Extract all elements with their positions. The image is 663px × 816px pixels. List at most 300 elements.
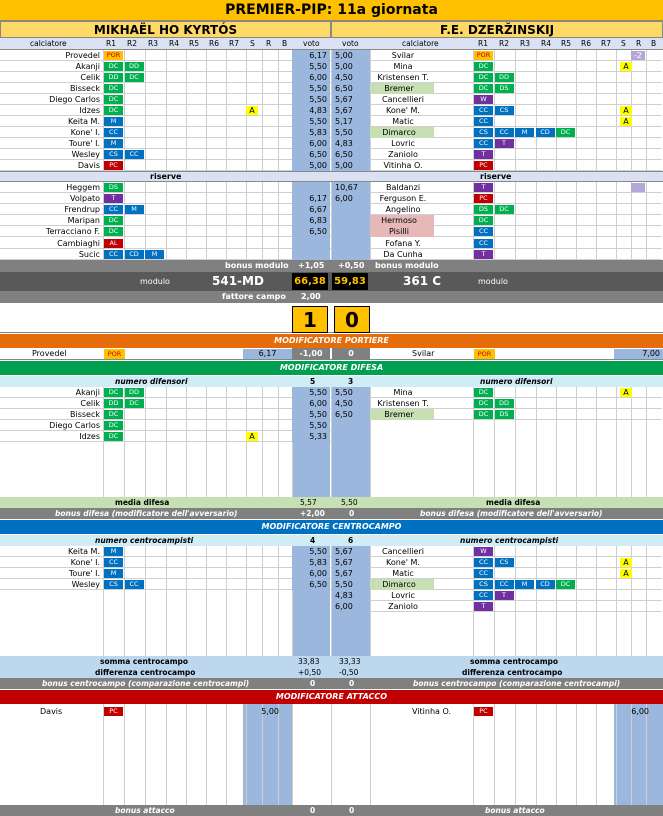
player-name: Dimarco	[364, 127, 434, 138]
grid-line	[246, 704, 247, 805]
role-badge: T	[474, 250, 493, 259]
role-badge: CD	[536, 580, 555, 589]
player-vote: 6,50	[292, 149, 330, 160]
player-name: Toure' I.	[68, 139, 100, 148]
player-name: Lovric	[391, 139, 415, 148]
role-badge: M	[515, 128, 534, 137]
diff-away: -0,50	[339, 668, 359, 677]
role-badge: CD	[125, 250, 144, 259]
col-s-home: S	[250, 39, 255, 48]
player-name: Wesley	[71, 150, 100, 159]
r-badge	[631, 183, 645, 192]
difesa-label-away: numero difensori	[480, 377, 553, 386]
col-r7-home: R7	[229, 39, 239, 48]
difesa-count-home: 5	[310, 377, 316, 386]
role-badge: DC	[104, 106, 123, 115]
player-vote: 6,67	[292, 204, 330, 215]
home-starter-row	[0, 105, 331, 116]
away-bench-row	[331, 182, 662, 193]
grid-line	[631, 704, 632, 805]
somma-home: 33,83	[298, 657, 320, 666]
section-centrocampo-title: MODIFICATORE CENTROCAMPO	[0, 520, 663, 534]
player-vote: 5,50	[332, 127, 370, 138]
player-vote	[332, 226, 370, 237]
player-name: Pisilli	[364, 226, 434, 237]
portiere-home-mod: -1,00	[292, 348, 330, 360]
player-vote: 4,83	[332, 590, 370, 601]
player-name: Celik	[80, 399, 100, 408]
role-badge: DD	[125, 62, 144, 71]
role-badge: DC	[474, 399, 493, 408]
grid-line	[292, 704, 293, 805]
vote-column	[243, 704, 292, 805]
player-vote: 4,50	[332, 398, 370, 409]
bonus-modulo-home: +1,05	[298, 261, 325, 270]
player-name: Akanji	[75, 388, 100, 397]
player-vote: 5,00	[332, 160, 370, 171]
player-vote: 6,17	[292, 50, 330, 61]
media-difesa-home: 5,57	[300, 498, 317, 507]
somma-label-away: somma centrocampo	[470, 657, 559, 666]
away-bench-row	[331, 249, 662, 260]
player-name: Dimarco	[364, 579, 434, 590]
player-name: Heggem	[66, 183, 100, 192]
player-name: Da Cunha	[383, 249, 423, 259]
player-name: Kone' M.	[386, 558, 420, 567]
away-starter-row	[331, 83, 662, 94]
col-r2-home: R2	[127, 39, 137, 48]
somma-centro-row	[0, 656, 663, 667]
col-r1-away: R1	[478, 39, 488, 48]
role-badge: CS	[474, 580, 493, 589]
away-score: 0	[334, 306, 370, 333]
fattore-campo-label: fattore campo	[222, 292, 286, 301]
home-starter-row	[0, 83, 331, 94]
player-vote: 6,00	[332, 601, 370, 612]
reserves-label-away: riserve	[480, 172, 512, 181]
role-badge: PC	[104, 161, 123, 170]
difesa-away-row	[331, 409, 662, 420]
fattore-campo-row	[0, 291, 663, 303]
col-r4-home: R4	[169, 39, 179, 48]
home-starter-row	[0, 94, 331, 105]
media-difesa-label-home: media difesa	[115, 498, 170, 507]
grid-line	[226, 704, 227, 805]
role-badge: PC	[474, 194, 493, 203]
centro-label-away: numero centrocampisti	[460, 536, 559, 545]
away-starter-row	[331, 127, 662, 138]
r-badge: -2	[631, 51, 645, 60]
player-vote: 5,50	[292, 409, 330, 420]
role-badge: CC	[474, 558, 493, 567]
bonus-modulo-label: bonus modulo	[225, 261, 289, 270]
player-vote: 6,00	[292, 72, 330, 83]
section-difesa-title: MODIFICATORE DIFESA	[0, 361, 663, 375]
bonus-modulo-away: +0,50	[338, 261, 365, 270]
grid-line	[331, 704, 332, 805]
role-badge: CC	[104, 128, 123, 137]
player-vote: 6,50	[292, 226, 330, 237]
role-badge: CC	[495, 580, 514, 589]
home-starter-row	[0, 50, 331, 61]
col-r5-home: R5	[189, 39, 199, 48]
player-vote: 6,83	[292, 215, 330, 226]
role-badge: CC	[104, 250, 123, 259]
centro-away-row	[331, 590, 662, 601]
grid-line	[576, 704, 577, 805]
role-badge: DD	[104, 73, 123, 82]
role-badge: T	[474, 602, 493, 611]
role-badge: CC	[474, 591, 493, 600]
role-badge: DC	[104, 432, 123, 441]
role-badge: DS	[104, 183, 123, 192]
role-badge: DC	[125, 73, 144, 82]
away-starter-row	[331, 72, 662, 83]
role-badge: DC	[556, 128, 575, 137]
vote-column	[614, 704, 663, 805]
player-vote: 10,67	[332, 182, 370, 193]
centro-away-row	[331, 579, 662, 590]
player-name: Mina	[393, 388, 413, 397]
portiere-row	[0, 348, 663, 360]
player-name: Bremer	[364, 83, 434, 94]
role-badge: CC	[125, 580, 144, 589]
away-bench-row	[331, 238, 662, 249]
player-name: Sucic	[78, 249, 100, 259]
portiere-away-role: POR	[474, 349, 495, 359]
grid-line	[103, 704, 104, 805]
player-vote: 5,33	[292, 431, 330, 442]
player-vote: 5,83	[292, 557, 330, 568]
away-team-name: F.E. DZERŽINSKIJ	[331, 21, 663, 38]
grid-line	[206, 704, 207, 805]
role-badge: DC	[474, 410, 493, 419]
grid-line	[145, 704, 146, 805]
centro-away-row	[331, 546, 662, 557]
player-name: Cambiaghi	[57, 238, 100, 248]
player-vote: 6,00	[292, 138, 330, 149]
player-vote: 5,83	[292, 127, 330, 138]
away-bench-row	[331, 226, 662, 237]
role-badge: CS	[104, 580, 123, 589]
difesa-home-row	[0, 431, 331, 442]
bonus-modulo-label-away: bonus modulo	[375, 261, 439, 270]
portiere-home-name: Provedel	[32, 349, 67, 358]
role-badge: DS	[495, 84, 514, 93]
difesa-home-row	[0, 409, 331, 420]
player-name: Matic	[392, 117, 414, 126]
col-r7-away: R7	[601, 39, 611, 48]
role-badge: CS	[495, 106, 514, 115]
grid-line	[536, 704, 537, 805]
player-vote: 5,50	[292, 420, 330, 431]
player-vote	[292, 238, 330, 249]
role-badge: CC	[104, 205, 123, 214]
role-badge: W	[474, 95, 493, 104]
col-calciatore-home: calciatore	[30, 39, 67, 48]
player-vote	[332, 215, 370, 226]
player-name: Kone' M.	[386, 106, 420, 115]
col-calciatore-away: calciatore	[402, 39, 439, 48]
player-name: Keita M.	[67, 547, 100, 556]
player-name: Toure' I.	[68, 569, 100, 578]
player-name: Akanji	[75, 62, 100, 71]
player-name: Kristensen T.	[377, 399, 429, 408]
col-voto-home: voto	[303, 39, 320, 48]
role-badge: CC	[474, 106, 493, 115]
home-bench-row	[0, 204, 331, 215]
player-name: Terracciano F.	[45, 227, 100, 237]
role-badge: M	[104, 139, 123, 148]
home-score: 1	[292, 306, 328, 333]
player-vote: 5,67	[332, 546, 370, 557]
player-name: Idzes	[79, 106, 100, 115]
home-starter-row	[0, 116, 331, 127]
role-badge: DC	[556, 580, 575, 589]
role-badge: M	[104, 117, 123, 126]
role-badge: DS	[474, 205, 493, 214]
player-name: Kristensen T.	[377, 73, 429, 82]
away-bench-row	[331, 215, 662, 226]
player-name: Bremer	[364, 409, 434, 420]
modulo-label-away: modulo	[478, 277, 508, 286]
player-name: Zaniolo	[388, 602, 418, 611]
role-badge: DD	[125, 388, 144, 397]
section-attacco-title: MODIFICATORE ATTACCO	[0, 690, 663, 704]
player-vote: 6,50	[332, 149, 370, 160]
role-badge: T	[495, 139, 514, 148]
role-badge: DC	[474, 216, 493, 225]
col-r1-home: R1	[106, 39, 116, 48]
portiere-away-vote: 7,00	[614, 349, 663, 359]
role-badge: CC	[474, 569, 493, 578]
role-badge: DC	[125, 399, 144, 408]
col-r4-away: R4	[541, 39, 551, 48]
attacco-home-role: PC	[104, 707, 123, 716]
role-badge: CC	[474, 117, 493, 126]
bonus-centro-home: 0	[310, 679, 316, 688]
home-starter-row	[0, 72, 331, 83]
home-starter-row	[0, 138, 331, 149]
player-vote: 5,50	[292, 387, 330, 398]
role-badge: DC	[104, 388, 123, 397]
grid-line	[556, 704, 557, 805]
player-name: Idzes	[79, 432, 100, 441]
diff-centro-row	[0, 667, 663, 678]
player-name: Maripan	[67, 216, 100, 226]
fattore-campo-value: 2,00	[301, 292, 321, 301]
bonus-centro-label-away: bonus centrocampo (comparazione centrocampi)	[413, 679, 621, 688]
col-s-away: S	[621, 39, 626, 48]
player-name: Fofana Y.	[385, 238, 421, 248]
col-r3-away: R3	[520, 39, 530, 48]
difesa-home-row	[0, 420, 331, 431]
centro-home-row	[0, 568, 331, 579]
bonus-attacco-label-home: bonus attacco	[115, 806, 175, 815]
role-badge: DC	[474, 388, 493, 397]
bonus-difesa-label-home: bonus difesa (modificatore dell'avversario)	[55, 509, 238, 518]
role-badge: POR	[474, 51, 493, 60]
role-badge: DD	[495, 399, 514, 408]
grid-line	[166, 704, 167, 805]
away-starter-row	[331, 160, 662, 171]
modulo-away: 361 C	[403, 274, 442, 288]
player-name: Vitinha O.	[383, 161, 423, 170]
player-vote: 5,67	[332, 105, 370, 116]
away-bench-row	[331, 204, 662, 215]
centro-home-row	[0, 546, 331, 557]
centro-home-row	[0, 557, 331, 568]
role-badge: DD	[495, 73, 514, 82]
role-badge: T	[104, 194, 123, 203]
role-badge: M	[515, 580, 534, 589]
player-vote: 5,00	[332, 61, 370, 72]
player-name: Kone' I.	[70, 128, 100, 137]
player-vote: 6,17	[292, 193, 330, 204]
role-badge: CC	[474, 139, 493, 148]
away-total: 59,83	[332, 273, 368, 290]
portiere-away-name: Svilar	[412, 349, 435, 358]
player-vote: 5,50	[292, 94, 330, 105]
player-name: Baldanzi	[385, 183, 421, 192]
player-name: Ferguson E.	[379, 194, 427, 204]
player-vote	[332, 238, 370, 249]
role-badge: T	[474, 183, 493, 192]
role-badge: DC	[474, 62, 493, 71]
player-vote	[292, 182, 330, 193]
player-vote: 6,50	[332, 83, 370, 94]
role-badge: CC	[474, 227, 493, 236]
player-vote: 4,50	[332, 72, 370, 83]
role-badge: T	[474, 150, 493, 159]
player-vote: 5,50	[292, 61, 330, 72]
attacco-home-name: Davis	[40, 707, 63, 716]
difesa-away-row	[331, 398, 662, 409]
role-badge: DC	[104, 227, 123, 236]
role-badge: M	[145, 250, 164, 259]
role-badge: DS	[495, 410, 514, 419]
player-name: Matic	[392, 569, 414, 578]
modulo-label-home: modulo	[140, 277, 170, 286]
player-vote: 4,83	[332, 138, 370, 149]
difesa-subheader	[0, 376, 663, 387]
difesa-home-row	[0, 387, 331, 398]
grid-line	[278, 704, 279, 805]
somma-label-home: somma centrocampo	[100, 657, 189, 666]
page-title: PREMIER-PIP: 11a giornata	[0, 0, 663, 21]
grid-line	[494, 704, 495, 805]
role-badge: M	[104, 569, 123, 578]
role-badge: CS	[474, 128, 493, 137]
home-starter-row	[0, 127, 331, 138]
player-name: Hermoso	[364, 215, 434, 226]
player-name: Kone' I.	[70, 558, 100, 567]
player-vote: 6,00	[292, 568, 330, 579]
home-starter-row	[0, 149, 331, 160]
bonus-centro-label-home: bonus centrocampo (comparazione centrocampi)	[42, 679, 250, 688]
role-badge: DC	[104, 62, 123, 71]
role-badge: DC	[104, 84, 123, 93]
home-bench-row	[0, 226, 331, 237]
grid-line	[646, 704, 647, 805]
bonus-centro-away: 0	[349, 679, 355, 688]
status-badge: A	[620, 62, 632, 71]
portiere-home-role: POR	[104, 349, 125, 359]
player-vote: 5,50	[332, 387, 370, 398]
col-r-home: R	[266, 39, 272, 48]
home-bench-row	[0, 182, 331, 193]
difesa-home-row	[0, 398, 331, 409]
role-badge: PC	[474, 161, 493, 170]
status-badge: A	[620, 558, 632, 567]
home-bench-row	[0, 238, 331, 249]
home-bench-row	[0, 249, 331, 260]
role-badge: DC	[104, 95, 123, 104]
player-name: Zaniolo	[388, 150, 418, 159]
media-difesa-label-away: media difesa	[486, 498, 541, 507]
home-bench-row	[0, 215, 331, 226]
player-name: Davis	[77, 161, 100, 170]
role-badge: DC	[495, 205, 514, 214]
player-vote: 5,17	[332, 116, 370, 127]
player-vote: 6,50	[292, 579, 330, 590]
col-r-away: R	[636, 39, 642, 48]
score-row	[0, 303, 663, 333]
col-r5-away: R5	[561, 39, 571, 48]
away-starter-row	[331, 116, 662, 127]
diff-label-home: differenza centrocampo	[95, 668, 196, 677]
player-vote: 6,50	[332, 409, 370, 420]
bonus-difesa-row	[0, 508, 663, 519]
status-badge: A	[246, 106, 258, 115]
centro-away-row	[331, 557, 662, 568]
portiere-home-vote: 6,17	[243, 349, 292, 359]
away-starter-row	[331, 138, 662, 149]
role-badge: AL	[104, 239, 123, 248]
player-name: Volpato	[70, 194, 100, 204]
player-name: Wesley	[71, 580, 100, 589]
bonus-difesa-home: +2,00	[300, 509, 325, 518]
portiere-away-mod: 0	[332, 348, 370, 360]
player-name: Celik	[80, 73, 100, 82]
grid-line	[186, 704, 187, 805]
diff-home: +0,50	[298, 668, 321, 677]
role-badge: M	[125, 205, 144, 214]
player-vote: 5,67	[332, 557, 370, 568]
col-r6-home: R6	[209, 39, 219, 48]
player-name: Frendrup	[64, 205, 100, 215]
home-starter-row	[0, 160, 331, 171]
status-badge: A	[620, 117, 632, 126]
bonus-modulo-row	[0, 260, 663, 272]
bonus-difesa-away: 0	[349, 509, 355, 518]
grid-line	[262, 704, 263, 805]
difesa-label-home: numero difensori	[115, 377, 188, 386]
player-vote: 5,00	[292, 160, 330, 171]
status-badge: A	[620, 569, 632, 578]
role-badge: CC	[125, 150, 144, 159]
away-starter-row	[331, 94, 662, 105]
grid-line	[473, 704, 474, 805]
away-starter-row	[331, 61, 662, 72]
col-r6-away: R6	[581, 39, 591, 48]
player-vote: 6,00	[332, 193, 370, 204]
status-badge: A	[620, 106, 632, 115]
grid-line	[124, 704, 125, 805]
role-badge: W	[474, 547, 493, 556]
status-badge: A	[246, 432, 258, 441]
player-vote: 5,50	[292, 546, 330, 557]
